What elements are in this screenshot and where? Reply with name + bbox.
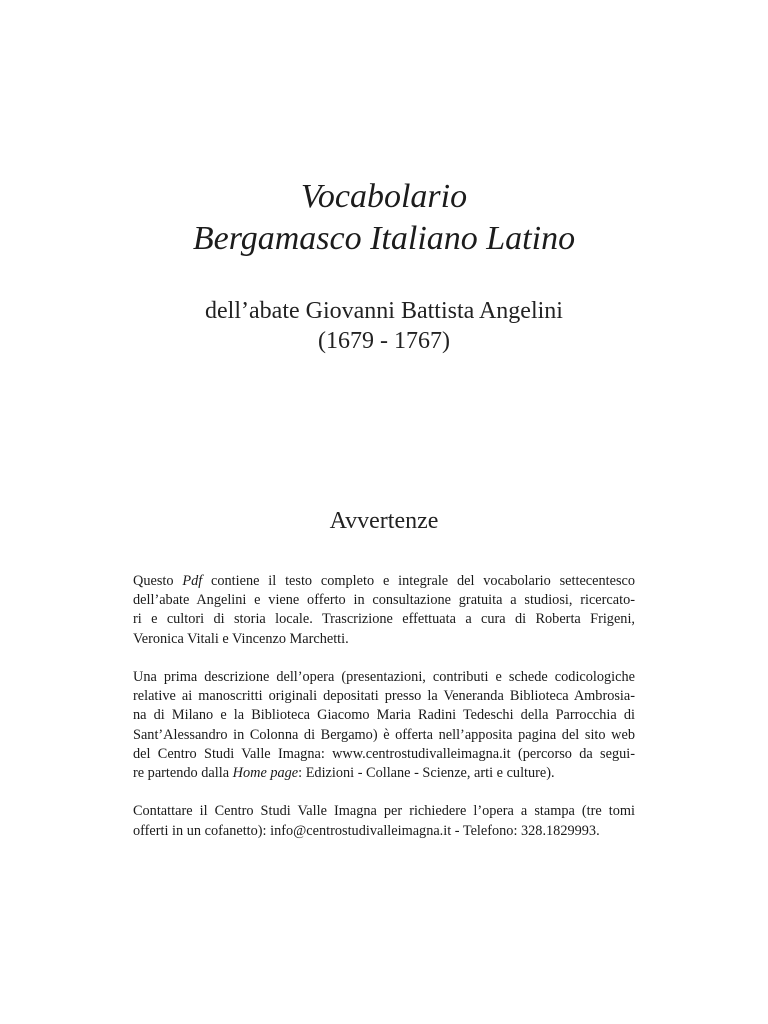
section-heading: Avvertenze (329, 508, 439, 534)
text-line: relative ai manoscritti originali depositati presso la Veneranda Biblioteca Ambrosia- (133, 688, 635, 705)
text-line: dell’abate Angelini e viene offerto in consultazione gratuita a studiosi, ricercato- (133, 592, 635, 609)
text-line (133, 764, 635, 783)
text-span: contiene il testo completo e integrale del vocabolario settecentesco (202, 573, 636, 589)
text-line: del Centro Studi Valle Imagna: www.centrostudivalleimagna.it (percorso da segui- (133, 745, 635, 762)
text-line: ri e cultori di storia locale. Trascrizione effettuata a cura di Roberta Frigeni, (133, 611, 635, 628)
text-span-italic: Home page (232, 765, 299, 782)
text-span: Questo (133, 573, 183, 589)
text-line: Contattare il Centro Studi Valle Imagna per richiedere l’opera a stampa (tre tomi (133, 803, 635, 820)
document-subtitle (0, 296, 768, 356)
subtitle-author: dell’abate Giovanni Battista Angelini (205, 298, 563, 324)
paragraph-intro (133, 572, 635, 649)
text-line: na di Milano e la Biblioteca Giacomo Maria Radini Tedeschi della Parrocchia di (133, 707, 635, 724)
text-span-italic: Pdf (182, 573, 203, 589)
subtitle-dates: (1679 - 1767) (318, 328, 450, 354)
text-span: : Edizioni - Collane - Scienze, arti e culture). (298, 765, 555, 782)
text-line: offerti in un cofanetto): info@centrostudivalleimagna.it - Telefono: 328.1829993. (133, 822, 600, 839)
title-line-2: Bergamasco Italiano Latino (192, 220, 576, 257)
text-line: Una prima descrizione dell’opera (presentazioni, contributi e schede codicologiche (133, 669, 635, 685)
text-span: re partendo dalla (133, 765, 233, 782)
paragraph-description (133, 668, 635, 783)
document-title (0, 176, 768, 260)
body-text (133, 572, 635, 860)
paragraph-contact (133, 802, 635, 840)
text-line (133, 572, 635, 591)
title-line-1: Vocabolario (300, 178, 468, 215)
text-line: Veronica Vitali e Vincenzo Marchetti. (133, 630, 349, 647)
text-line: Sant’Alessandro in Colonna di Bergamo) è offerta nell’apposita pagina del sito web (133, 726, 635, 743)
